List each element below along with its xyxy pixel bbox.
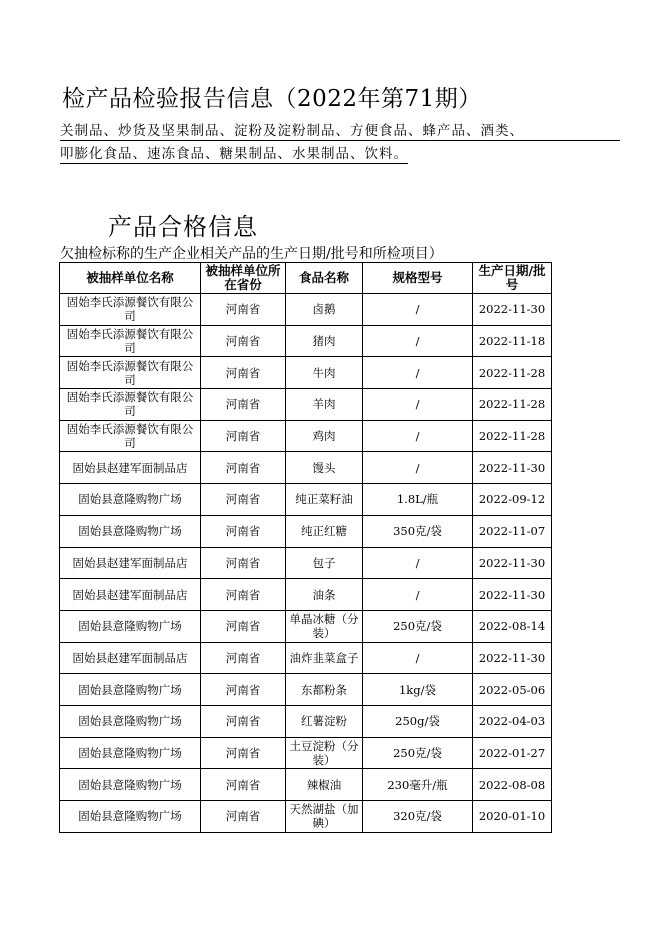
cell-unit: 固始李氏添源餐饮有限公司: [60, 389, 201, 421]
table-row: [60, 737, 552, 769]
cell-unit: 固始县意隆购物广场: [60, 769, 201, 801]
cell-spec: 1kg/袋: [363, 674, 473, 706]
cell-province: 河南省: [201, 642, 286, 674]
cell-date: 2020-01-10: [473, 801, 552, 833]
cell-province: 河南省: [201, 674, 286, 706]
cell-unit: 固始县意隆购物广场: [60, 705, 201, 737]
cell-spec: 320克/袋: [363, 801, 473, 833]
table-header-row: [60, 263, 552, 294]
cell-date: 2022-09-12: [473, 484, 552, 516]
cell-date: 2022-11-30: [473, 294, 552, 326]
section-title: 产品合格信息: [108, 213, 258, 241]
table-row: [60, 674, 552, 706]
cell-province: 河南省: [201, 389, 286, 421]
cell-province: 河南省: [201, 769, 286, 801]
cell-province: 河南省: [201, 547, 286, 579]
column-header-unit: 被抽样单位名称: [60, 263, 201, 294]
cell-food: 红薯淀粉: [286, 705, 363, 737]
summary-line-1: 关制品、炒货及坚果制品、淀粉及淀粉制品、方便食品、蜂产品、酒类、: [60, 123, 620, 141]
cell-date: 2022-11-30: [473, 452, 552, 484]
cell-food: 油炸韭菜盒子: [286, 642, 363, 674]
cell-food: 包子: [286, 547, 363, 579]
cell-spec: /: [363, 389, 473, 421]
cell-date: 2022-04-03: [473, 705, 552, 737]
cell-spec: 1.8L/瓶: [363, 484, 473, 516]
table-row: [60, 484, 552, 516]
column-header-food: 食品名称: [286, 263, 363, 294]
cell-date: 2022-11-30: [473, 547, 552, 579]
cell-spec: /: [363, 325, 473, 357]
cell-spec: /: [363, 357, 473, 389]
cell-date: 2022-08-14: [473, 610, 552, 642]
cell-unit: 固始县意隆购物广场: [60, 484, 201, 516]
table-row: [60, 515, 552, 547]
cell-unit: 固始李氏添源餐饮有限公司: [60, 357, 201, 389]
table-row: [60, 452, 552, 484]
cell-food: 土豆淀粉（分装）: [286, 737, 363, 769]
column-header-date: 生产日期/批号: [473, 263, 552, 294]
cell-spec: /: [363, 294, 473, 326]
cell-unit: 固始李氏添源餐饮有限公司: [60, 294, 201, 326]
cell-date: 2022-01-27: [473, 737, 552, 769]
cell-spec: /: [363, 452, 473, 484]
cell-province: 河南省: [201, 705, 286, 737]
table-row: [60, 357, 552, 389]
cell-food: 猪肉: [286, 325, 363, 357]
summary-line-2: 叩膨化食品、速冻食品、糖果制品、水果制品、饮料。: [60, 146, 408, 162]
cell-spec: /: [363, 642, 473, 674]
cell-unit: 固始县意隆购物广场: [60, 674, 201, 706]
cell-unit: 固始县意隆购物广场: [60, 610, 201, 642]
section-note: 欠抽检标称的生产企业相关产品的生产日期/批号和所检项目）: [60, 246, 443, 262]
cell-date: 2022-11-30: [473, 579, 552, 611]
cell-province: 河南省: [201, 515, 286, 547]
cell-unit: 固始县赵建军面制品店: [60, 642, 201, 674]
cell-food: 鸡肉: [286, 420, 363, 452]
cell-food: 纯正菜籽油: [286, 484, 363, 516]
results-table: [59, 262, 552, 833]
cell-food: 辣椒油: [286, 769, 363, 801]
cell-province: 河南省: [201, 579, 286, 611]
cell-unit: 固始县意隆购物广场: [60, 515, 201, 547]
cell-food: 牛肉: [286, 357, 363, 389]
cell-date: 2022-11-28: [473, 357, 552, 389]
column-header-spec: 规格型号: [363, 263, 473, 294]
table-row: [60, 547, 552, 579]
cell-date: 2022-11-28: [473, 389, 552, 421]
cell-province: 河南省: [201, 452, 286, 484]
cell-date: 2022-11-28: [473, 420, 552, 452]
cell-spec: 250克/袋: [363, 610, 473, 642]
table-row: [60, 705, 552, 737]
cell-province: 河南省: [201, 357, 286, 389]
cell-province: 河南省: [201, 737, 286, 769]
report-title: 检产品检验报告信息（2022年第71期）: [62, 86, 482, 112]
cell-date: 2022-11-07: [473, 515, 552, 547]
table-row: [60, 389, 552, 421]
cell-date: 2022-11-18: [473, 325, 552, 357]
table-body: [60, 294, 552, 833]
table-row: [60, 420, 552, 452]
cell-food: 纯正红糖: [286, 515, 363, 547]
cell-spec: /: [363, 420, 473, 452]
cell-spec: /: [363, 579, 473, 611]
cell-unit: 固始李氏添源餐饮有限公司: [60, 420, 201, 452]
cell-date: 2022-11-30: [473, 642, 552, 674]
cell-food: 卤鹅: [286, 294, 363, 326]
cell-province: 河南省: [201, 325, 286, 357]
cell-unit: 固始县意隆购物广场: [60, 737, 201, 769]
cell-spec: /: [363, 547, 473, 579]
table-row: [60, 325, 552, 357]
cell-date: 2022-08-08: [473, 769, 552, 801]
table-row: [60, 610, 552, 642]
cell-food: 东都粉条: [286, 674, 363, 706]
cell-spec: 250克/袋: [363, 737, 473, 769]
cell-spec: 350克/袋: [363, 515, 473, 547]
cell-province: 河南省: [201, 420, 286, 452]
column-header-province: 被抽样单位所在省份: [201, 263, 286, 294]
cell-unit: 固始县赵建军面制品店: [60, 579, 201, 611]
table-row: [60, 769, 552, 801]
cell-unit: 固始李氏添源餐饮有限公司: [60, 325, 201, 357]
table-row: [60, 642, 552, 674]
cell-spec: 250g/袋: [363, 705, 473, 737]
cell-food: 天然湖盐（加碘）: [286, 801, 363, 833]
cell-food: 油条: [286, 579, 363, 611]
cell-food: 羊肉: [286, 389, 363, 421]
cell-spec: 230毫升/瓶: [363, 769, 473, 801]
cell-food: 馒头: [286, 452, 363, 484]
cell-date: 2022-05-06: [473, 674, 552, 706]
cell-province: 河南省: [201, 484, 286, 516]
table-row: [60, 801, 552, 833]
cell-unit: 固始县赵建军面制品店: [60, 452, 201, 484]
table-row: [60, 579, 552, 611]
cell-province: 河南省: [201, 610, 286, 642]
table-row: [60, 294, 552, 326]
cell-unit: 固始县赵建军面制品店: [60, 547, 201, 579]
cell-province: 河南省: [201, 294, 286, 326]
cell-unit: 固始县意隆购物广场: [60, 801, 201, 833]
cell-province: 河南省: [201, 801, 286, 833]
cell-food: 单晶冰糖（分装）: [286, 610, 363, 642]
